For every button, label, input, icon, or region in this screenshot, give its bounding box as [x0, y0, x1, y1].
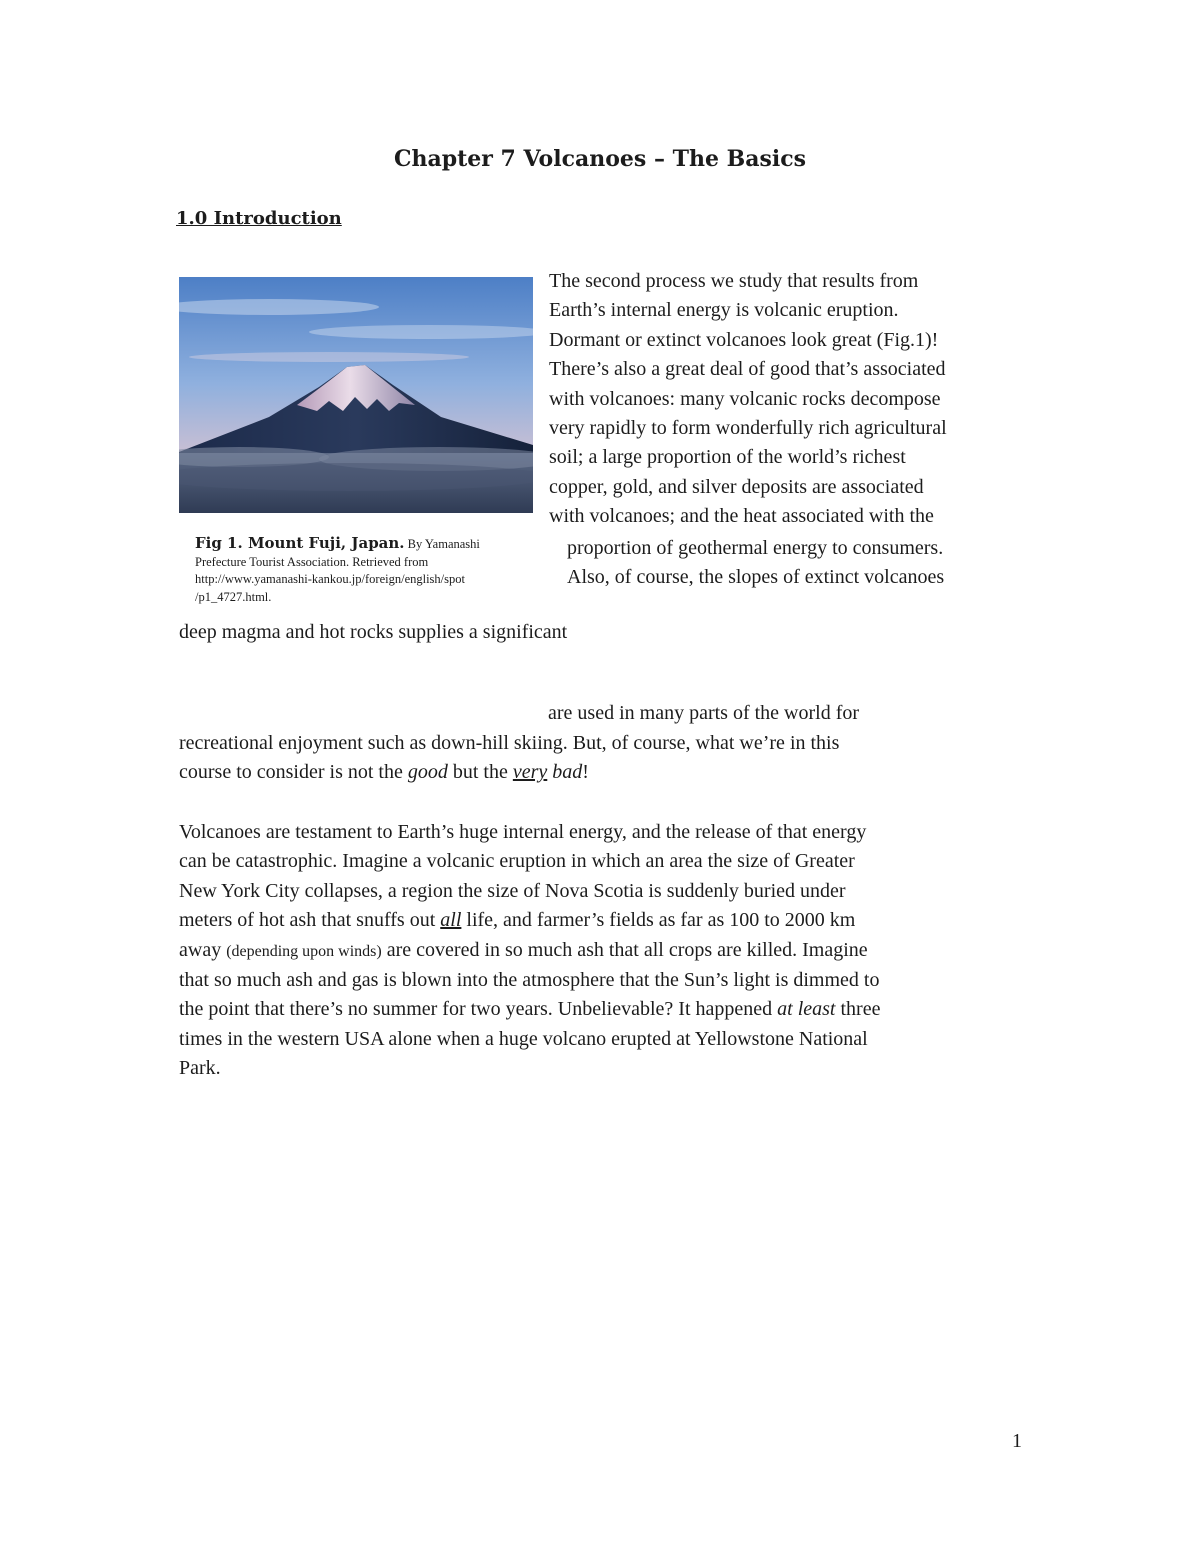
- page-number: 1: [1012, 1430, 1022, 1452]
- caption-link: /p1_4727.html.: [195, 589, 272, 604]
- text-line: [179, 906, 880, 935]
- figure-caption: [195, 535, 540, 606]
- text-span: meters of hot ash that snuffs out: [179, 909, 441, 932]
- text-line: deep magma and hot rocks supplies a significant: [179, 621, 568, 643]
- text-line-emphasis: [179, 758, 589, 787]
- underline-very: very: [512, 761, 548, 783]
- text-line: recreational enjoyment such as down-hill skiing. But, of course, what we’re in this: [179, 732, 840, 754]
- underline-all: all: [440, 909, 462, 932]
- caption-link: http://www.yamanashi-kankou.jp/foreign/english/spot: [195, 572, 465, 586]
- caption-text: By Yamanashi: [407, 537, 480, 551]
- text-line: Earth’s internal energy is volcanic eruption.: [549, 299, 899, 322]
- small-text: (depending upon winds): [226, 942, 382, 960]
- text-line: Park.: [179, 1057, 221, 1080]
- text-span: three: [835, 998, 881, 1021]
- text-line: are used in many parts of the world for: [548, 702, 860, 724]
- italic-at-least: at least: [777, 998, 836, 1021]
- text-line: Also, of course, the slopes of extinct volcanoes: [567, 566, 945, 589]
- text-line: that so much ash and gas is blown into the atmosphere that the Sun’s light is dimmed to: [179, 969, 880, 992]
- text-line: with volcanoes: many volcanic rocks decompose: [549, 387, 941, 410]
- text-line: copper, gold, and silver deposits are associated: [549, 475, 924, 498]
- italic-bad: bad: [552, 761, 583, 783]
- text-line: with volcanoes; and the heat associated with the: [549, 505, 934, 528]
- text-line: The second process we study that results from: [549, 270, 919, 292]
- caption-text: Prefecture Tourist Association. Retrieved from: [195, 554, 429, 569]
- text-line: [179, 995, 880, 1024]
- intro-paragraph-column: [549, 267, 947, 532]
- text-line: There’s also a great deal of good that’s associated: [549, 358, 946, 381]
- section-heading: 1.0 Introduction: [176, 208, 342, 229]
- text-line: can be catastrophic. Imagine a volcanic eruption in which an area the size of Greater: [179, 850, 855, 873]
- caption-title: Fig 1. Mount Fuji, Japan.: [195, 534, 405, 552]
- text-span: !: [582, 761, 589, 783]
- text-line: proportion of geothermal energy to consumers.: [567, 537, 944, 559]
- intro-paragraph-column-b: [567, 534, 944, 593]
- text-line: times in the western USA alone when a huge volcano erupted at Yellowstone National: [179, 1027, 868, 1050]
- text-line: [179, 936, 880, 966]
- text-span: the point that there’s no summer for two years. Unbelievable? It happened: [179, 998, 778, 1021]
- text-span: but the: [447, 761, 513, 783]
- text-span: life, and farmer’s fields as far as 100 to 2000 km: [461, 909, 856, 932]
- text-span: are covered in so much ash that all crops are killed. Imagine: [381, 938, 868, 961]
- text-line: New York City collapses, a region the size of Nova Scotia is suddenly buried under: [179, 879, 846, 902]
- paragraph-2: [179, 818, 880, 1084]
- text-line: very rapidly to form wonderfully rich agricultural: [549, 417, 947, 440]
- text-line: Volcanoes are testament to Earth’s huge internal energy, and the release of that energy: [179, 821, 867, 843]
- text-line: Dormant or extinct volcanoes look great (Fig.1)!: [549, 328, 939, 351]
- text-span: away: [179, 938, 227, 961]
- text-line: soil; a large proportion of the world’s richest: [549, 446, 906, 469]
- page-title: Chapter 7 Volcanoes – The Basics: [393, 146, 807, 172]
- italic-good: good: [407, 761, 448, 783]
- text-span: course to consider is not the: [179, 761, 408, 783]
- mount-fuji-photo: [179, 277, 533, 513]
